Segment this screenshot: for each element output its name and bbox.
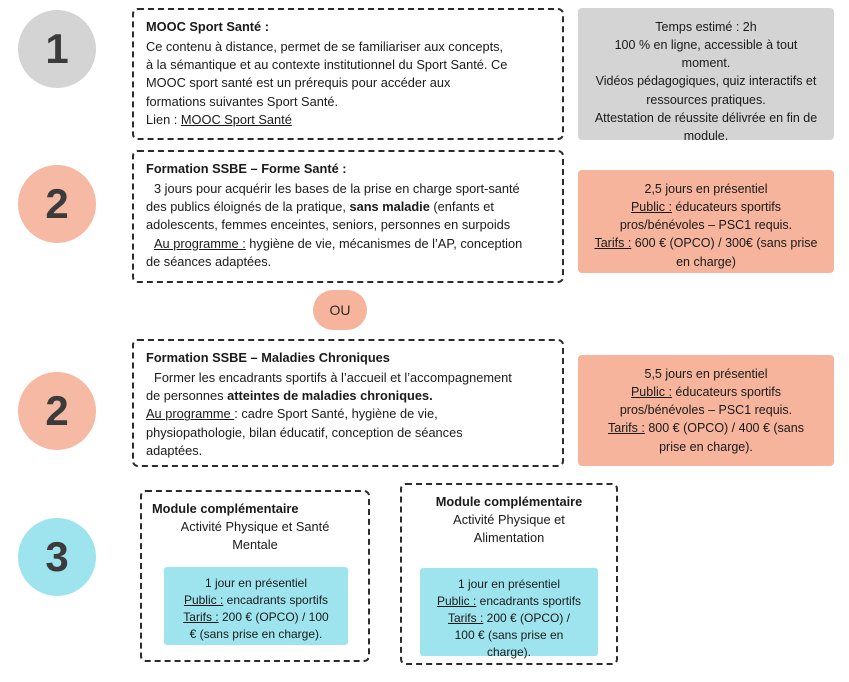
maladies-chroniques-line-4: physiopathologie, bilan éducatif, conception de séances bbox=[146, 424, 463, 440]
forme-sante-line-5: de séances adaptées. bbox=[146, 253, 272, 269]
module-sante-mentale-line-1: 1 jour en présentiel bbox=[204, 576, 308, 590]
mooc-body bbox=[146, 38, 550, 129]
forme-sante-info-line-5: en charge) bbox=[676, 254, 736, 269]
forme-sante-info-line-3: pros/bénévoles – PSC1 requis. bbox=[619, 218, 793, 233]
module-sante-mentale-public-label: Public : bbox=[183, 593, 224, 608]
mooc-card bbox=[132, 8, 564, 140]
step-number-2b: 2 bbox=[45, 387, 69, 434]
forme-sante-title: Formation SSBE – Forme Santé : bbox=[146, 161, 347, 176]
mooc-info-line-4: ressources pratiques. bbox=[646, 92, 766, 107]
step-number-3: 3 bbox=[45, 533, 69, 580]
mooc-line-3: MOOC sport santé est un prérequis pour accéder aux bbox=[146, 75, 451, 91]
forme-sante-programme-label: Au programme : bbox=[154, 235, 246, 251]
maladies-chroniques-info-line-4 bbox=[590, 419, 822, 437]
mooc-link[interactable]: MOOC Sport Santé bbox=[180, 111, 292, 127]
maladies-chroniques-info-line-2 bbox=[590, 383, 822, 401]
step-circle-2-forme-sante bbox=[18, 165, 96, 243]
module-sante-mentale-tarifs-label: Tarifs : bbox=[183, 610, 219, 625]
module-alimentation-line-2 bbox=[430, 593, 588, 610]
forme-sante-line-4 bbox=[146, 235, 550, 253]
forme-sante-info-line-1: 2,5 jours en présentiel bbox=[644, 182, 768, 196]
forme-sante-line-2a: des publics éloignés de la pratique, bbox=[146, 199, 350, 215]
module-alimentation-details bbox=[420, 568, 598, 660]
step-circle-2-maladies-chroniques bbox=[18, 372, 96, 450]
module-sante-mentale-line-3 bbox=[174, 609, 338, 626]
module-alimentation-public-label: Public : bbox=[436, 594, 477, 609]
module-alimentation-sub-2: Alimentation bbox=[473, 529, 545, 545]
mooc-line-4: formations suivantes Sport Santé. bbox=[146, 93, 339, 109]
maladies-chroniques-line-3b: : cadre Sport Santé, hygiène de vie, bbox=[234, 406, 438, 422]
maladies-chroniques-info-line-4b: 800 € (OPCO) / 400 € (sans bbox=[644, 421, 804, 436]
maladies-chroniques-info-line-1: 5,5 jours en présentiel bbox=[644, 367, 768, 381]
maladies-chroniques-body bbox=[146, 369, 550, 460]
mooc-line-1: Ce contenu à distance, permet de se familiariser aux concepts, bbox=[146, 39, 504, 55]
module-alimentation-title: Module complémentaire bbox=[435, 494, 583, 509]
forme-sante-info-line-2b: éducateurs sportifs bbox=[671, 200, 782, 215]
forme-sante-info-line-4b: 600 € (OPCO) / 300€ (sans prise bbox=[631, 236, 818, 251]
or-badge-label: OU bbox=[329, 302, 351, 318]
maladies-chroniques-tarifs-label: Tarifs : bbox=[608, 421, 645, 436]
mooc-info-panel bbox=[578, 8, 834, 143]
module-alimentation-tarifs-label: Tarifs : bbox=[447, 611, 484, 626]
forme-sante-line-1: 3 jours pour acquérir les bases de la prise en charge sport-santé bbox=[154, 181, 520, 197]
maladies-chroniques-info-panel bbox=[578, 355, 834, 466]
step-circle-3 bbox=[18, 518, 96, 596]
forme-sante-body bbox=[146, 180, 550, 271]
step-circle-1 bbox=[18, 10, 96, 88]
module-sante-mentale-details bbox=[164, 567, 348, 645]
step-number-1: 1 bbox=[45, 25, 69, 72]
maladies-chroniques-public-label: Public : bbox=[630, 385, 672, 400]
step-number-2a: 2 bbox=[45, 180, 69, 227]
forme-sante-line-2c: (enfants et bbox=[429, 199, 494, 215]
module-sante-mentale-line-4: € (sans prise en charge). bbox=[189, 627, 323, 642]
module-sante-mentale-title: Module complémentaire bbox=[152, 501, 299, 516]
forme-sante-info-panel bbox=[578, 170, 834, 273]
maladies-chroniques-info-line-5: prise en charge). bbox=[659, 439, 753, 454]
forme-sante-line-3: adolescents, femmes enceintes, seniors, personnes en surpoids bbox=[146, 217, 511, 233]
module-alimentation-sub-1: Activité Physique et bbox=[453, 511, 565, 527]
maladies-chroniques-line-5: adaptées. bbox=[146, 442, 203, 458]
or-badge bbox=[313, 290, 367, 330]
module-sante-mentale-line-3b: 200 € (OPCO) / 100 bbox=[218, 610, 329, 625]
maladies-chroniques-info-line-2b: éducateurs sportifs bbox=[671, 385, 782, 400]
module-alimentation-line-3 bbox=[430, 610, 588, 627]
forme-sante-emphasis: sans maladie bbox=[349, 199, 430, 215]
maladies-chroniques-info-line-3: pros/bénévoles – PSC1 requis. bbox=[619, 403, 793, 418]
mooc-info-line-6: module. bbox=[683, 128, 729, 143]
maladies-chroniques-card bbox=[132, 339, 564, 467]
forme-sante-info-line-2 bbox=[590, 198, 822, 216]
module-alimentation-line-2b: encadrants sportifs bbox=[476, 594, 582, 609]
maladies-chroniques-line-1: Former les encadrants sportifs à l’accueil et l’accompagnement bbox=[154, 370, 512, 386]
module-alimentation-line-3b: 200 € (OPCO) / bbox=[483, 611, 571, 626]
module-sante-mentale-sub-2: Mentale bbox=[232, 536, 278, 552]
mooc-title: MOOC Sport Santé : bbox=[146, 19, 269, 34]
mooc-info-line-2: 100 % en ligne, accessible à tout moment. bbox=[614, 38, 798, 71]
mooc-link-row bbox=[146, 111, 550, 129]
module-sante-mentale-line-2 bbox=[174, 592, 338, 609]
module-sante-mentale-sub-1: Activité Physique et Santé bbox=[180, 518, 330, 534]
mooc-line-2: à la sémantique et au contexte institutionnel du Sport Santé. Ce bbox=[146, 57, 508, 73]
maladies-chroniques-programme-label: Au programme bbox=[146, 406, 235, 422]
mooc-info-line-5: Attestation de réussite délivrée en fin de bbox=[594, 110, 818, 125]
forme-sante-line-2 bbox=[146, 198, 550, 216]
forme-sante-public-label: Public : bbox=[630, 200, 672, 215]
maladies-chroniques-line-2a: de personnes bbox=[146, 388, 228, 404]
mooc-info-line-3: Vidéos pédagogiques, quiz interactifs et bbox=[595, 74, 817, 89]
forme-sante-card bbox=[132, 150, 564, 283]
maladies-chroniques-line-3 bbox=[146, 405, 550, 423]
module-alimentation-line-1: 1 jour en présentiel bbox=[457, 577, 561, 591]
maladies-chroniques-emphasis: atteintes de maladies chroniques. bbox=[227, 388, 433, 404]
module-sante-mentale-line-2b: encadrants sportifs bbox=[223, 593, 329, 608]
mooc-info-line-1: Temps estimé : 2h bbox=[655, 20, 757, 34]
maladies-chroniques-line-2 bbox=[146, 387, 550, 405]
forme-sante-line-4b: hygiène de vie, mécanismes de l’AP, conception bbox=[245, 235, 523, 251]
forme-sante-tarifs-label: Tarifs : bbox=[594, 236, 632, 251]
module-alimentation-line-5: charge). bbox=[486, 645, 532, 660]
module-alimentation-line-4: 100 € (sans prise en bbox=[454, 628, 564, 643]
forme-sante-info-line-4 bbox=[590, 234, 822, 252]
maladies-chroniques-title: Formation SSBE – Maladies Chroniques bbox=[146, 350, 390, 365]
mooc-link-prefix: Lien : bbox=[146, 111, 181, 127]
